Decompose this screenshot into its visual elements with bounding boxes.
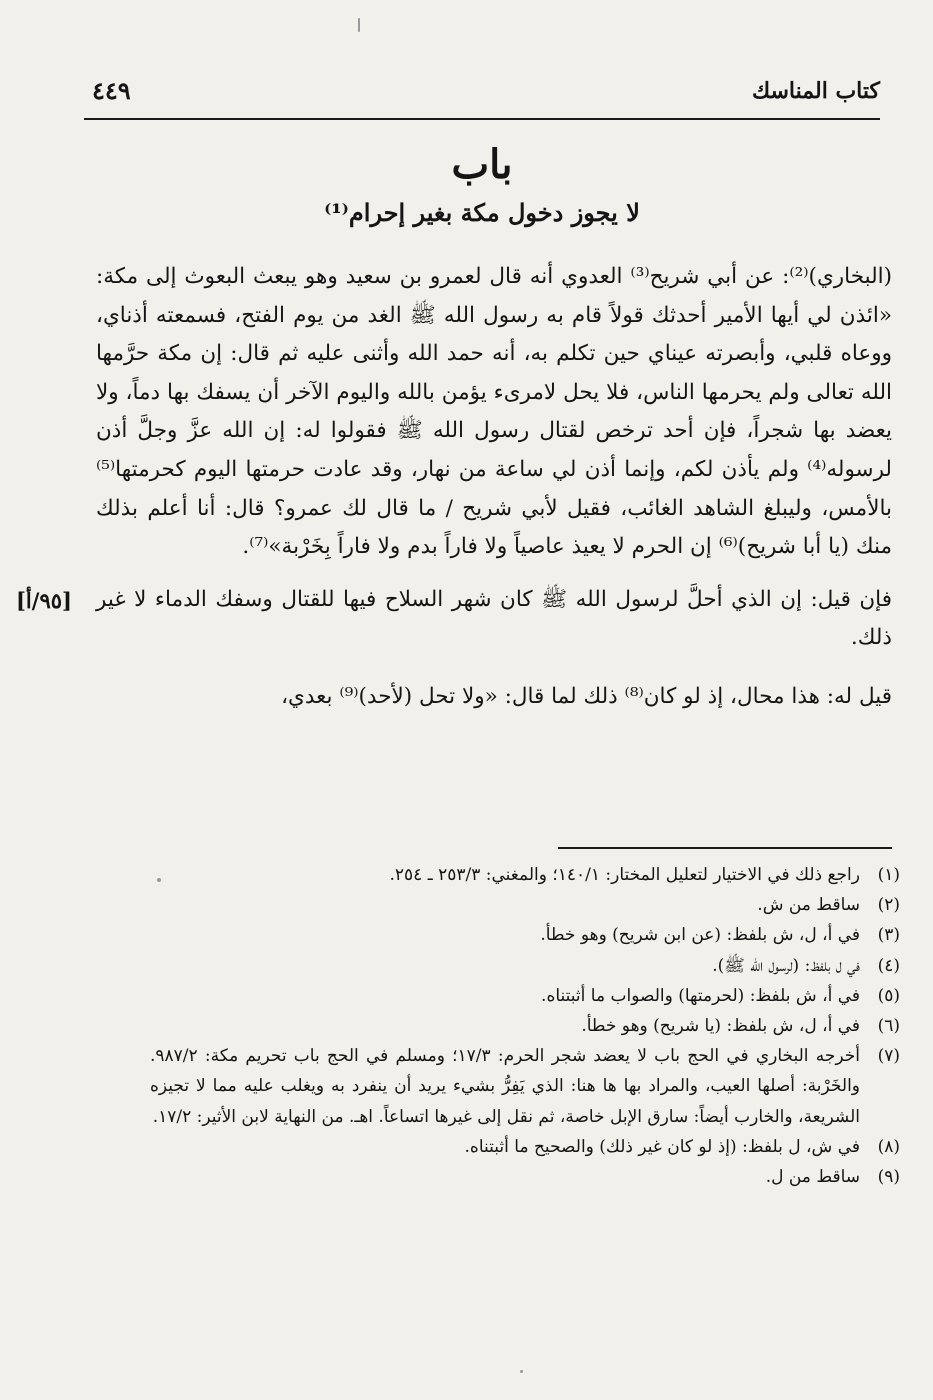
footnote-text: ساقط من ل. [765,1167,860,1188]
main-text [96,258,892,717]
footnote-text: ساقط من ش. [757,895,860,916]
footnote-text: في أ، ل، ش بلفظ: (يا شريح) وهو خطأ. [581,1016,860,1037]
footnote-text: في أ، ش بلفظ: (لحرمتها) والصواب ما أثبتناه. [541,985,860,1006]
footnote-item [150,1132,900,1162]
footnote-text: في ل بلفظ: (لرسول الله ﷺ). [712,955,860,976]
footnote-number: (٣) [877,925,900,946]
footnote-item [150,890,900,920]
chapter-heading: باب [451,141,513,188]
footnote-number: (٤) [877,955,900,976]
manuscript-folio-marker: [٩٥/أ] [16,588,72,613]
footnote-number: (٨) [877,1136,900,1157]
book-title: كتاب المناسك [751,78,880,104]
footnote-text: أخرجه البخاري في الحج باب لا يعضد شجر الحرم: ١٧/٣؛ ومسلم في الحج باب تحريم مكة: ٩٨٧/٢. والخَرْبة: أصلها العيب، والمراد بها ها هنا: الذي يَفِرُّ بشيء يريد أن ينفرد به ويغلب عليه مما لا تجيزه الشريعة، والخارب أيضاً: سارق الإبل خاصة، ثم نقل إلى غيرها اتساعاً. اهـ. من النهاية لابن الأثير: ١٧/٢. [150,1046,860,1127]
footnote-item [150,951,900,981]
paragraph-reply: قيل له: هذا محال، إذ لو كان⁽⁸⁾ ذلك لما قال: «ولا تحل (لأحد)⁽⁹⁾ بعدي، [281,683,892,709]
scan-speck [520,1370,523,1373]
scan-speck [157,878,161,882]
footnote-item [150,860,900,890]
footnote-text: في أ، ل، ش بلفظ: (عن ابن شريح) وهو خطأ. [540,925,860,946]
footnote-text: في ش، ل بلفظ: (إذ لو كان غير ذلك) والصحيح ما أثبتناه. [464,1136,860,1157]
footnote-number: (٥) [877,985,900,1006]
scan-speck [358,18,360,32]
footnote-item [150,1041,900,1132]
page-number: ٤٤٩ [92,76,131,105]
paragraph-objection: فإن قيل: إن الذي أحلَّ لرسول الله ﷺ كان شهر السلاح فيها للقتال وسفك الدماء لا غير ذلك. [96,586,892,651]
footnote-number: (٢) [877,895,900,916]
footnote-item [150,1011,900,1041]
paragraph-hadith: (البخاري)⁽²⁾: عن أبي شريح⁽³⁾ العدوي أنه قال لعمرو بن سعيد وهو يبعث البعوث إلى مكة: «ائذن لي أيها الأمير أحدثك قولاً قام به رسول الله ﷺ الغد من يوم الفتح، فسمعته أذناي، ووعاه قلبي، وأبصرته عيناي حين تكلم به، أنه حمد الله وأثنى عليه ثم قال: إن مكة حرَّمها الله تعالى ولم يحرمها الناس، فلا يحل لامرىء يؤمن بالله واليوم الآخر أن يسفك بها دماً، ولا يعضد بها شجراً، فإن أحد ترخص لقتال رسول الله ﷺ فقولوا له: إن الله عزَّ وجلَّ أذن لرسوله⁽⁴⁾ ولم يأذن لكم، وإنما أذن لي ساعة من نهار، وقد عادت حرمتها اليوم كحرمتها⁽⁵⁾ بالأمس، وليبلغ الشاهد الغائب، فقيل لأبي شريح / ما قال لك عمرو؟ قال: أنا أعلم بذلك منك (يا أبا شريح)⁽⁶⁾ إن الحرم لا يعيذ عاصياً ولا فاراً بدم ولا فاراً بِخَرْبة»⁽⁷⁾. [96,264,892,560]
footnote-number: (١) [877,865,900,885]
footnote-item [150,920,900,950]
footnote-divider [558,847,892,849]
footnote-number: (٦) [877,1016,900,1037]
footnote-number: (٩) [877,1167,900,1188]
running-head [84,74,880,120]
chapter-subtitle: لا يجوز دخول مكة بغير إحرام⁽¹⁾ [324,198,640,227]
footnotes [150,860,900,1192]
footnote-number: (٧) [877,1046,900,1067]
footnote-item [150,1162,900,1192]
footnote-text: راجع ذلك في الاختيار لتعليل المختار: ١٤٠/١؛ والمغني: ٢٥٣/٣ ـ ٢٥٤. [389,865,860,885]
footnote-item [150,981,900,1011]
